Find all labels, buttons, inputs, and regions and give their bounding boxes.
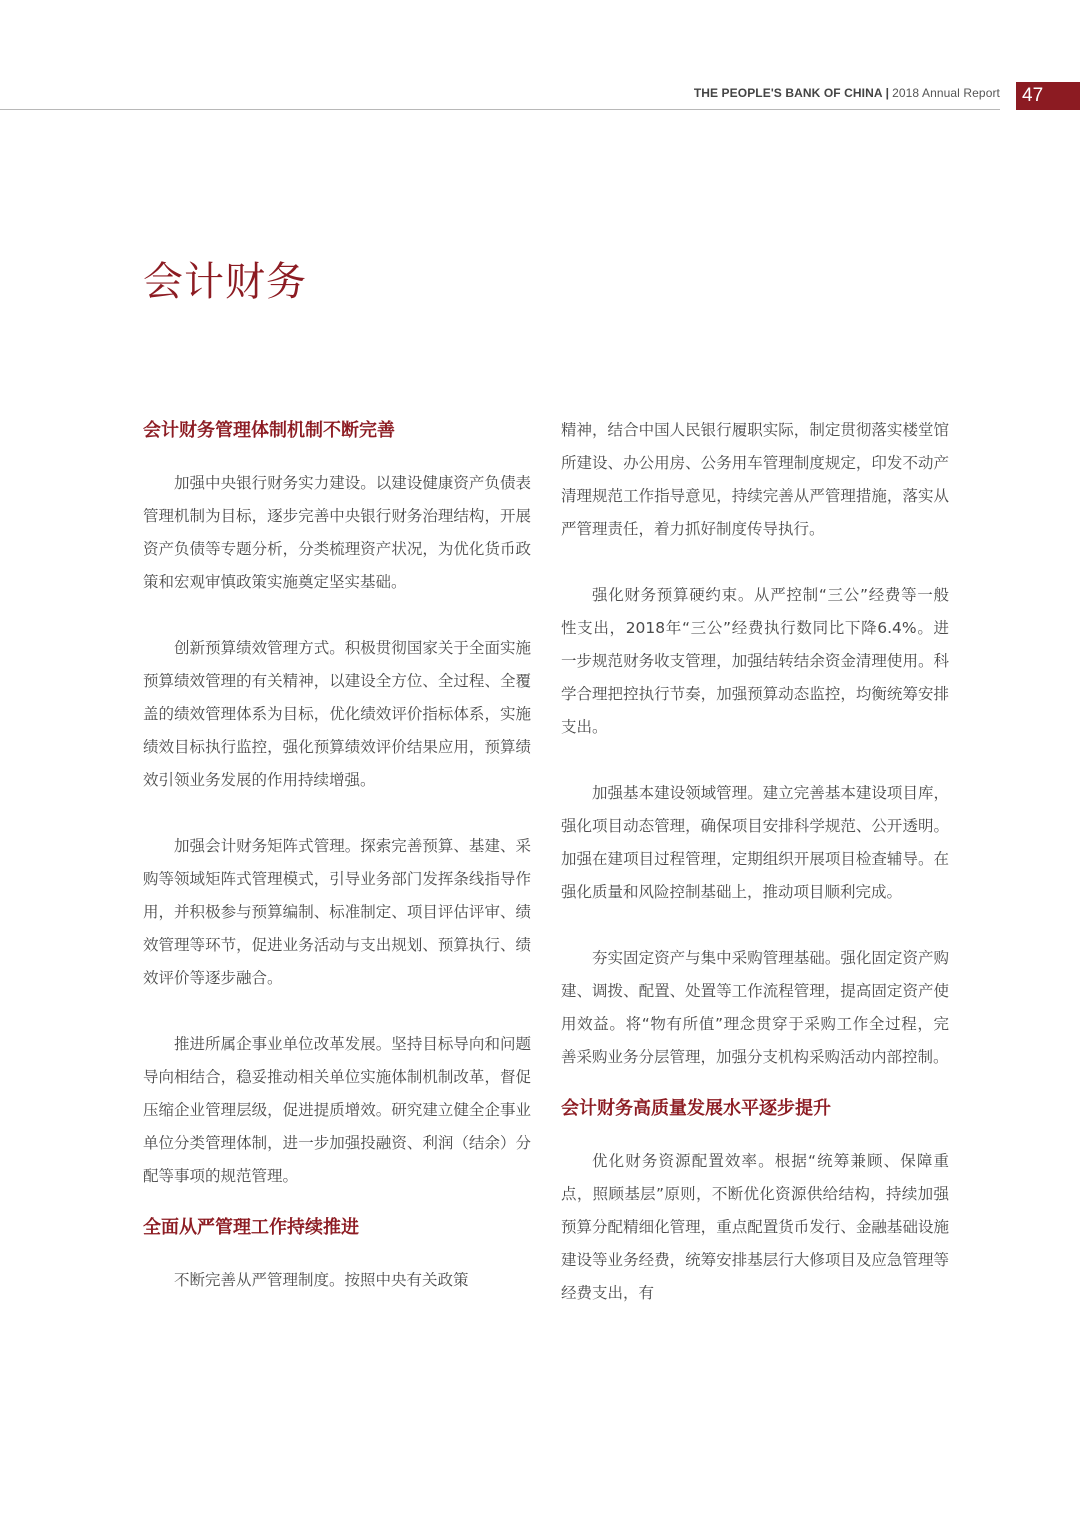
paragraph-infrastructure: 加强基本建设领域管理。建立完善基本建设项目库，强化项目动态管理，确保项目安排科学规范、公开透明。加强在建项目过程管理，定期组织开展项目检查辅导。在强化质量和风险控制基础上，推动项目顺利完成。 bbox=[561, 784, 949, 901]
page-title: 会计财务 bbox=[143, 259, 307, 305]
paragraph-enterprise-reform: 推进所属企事业单位改革发展。坚持目标导向和问题导向相结合，稳妥推动相关单位实施体制机制改革，督促压缩企业管理层级，促进提质增效。研究建立健全企事业单位分类管理体制，进一步加强投融资、利润（结余）分配等事项的规范管理。 bbox=[143, 1035, 531, 1185]
section-heading-management-system: 会计财务管理体制机制不断完善 bbox=[143, 420, 395, 441]
header-org-name: THE PEOPLE'S BANK OF CHINA bbox=[693, 86, 883, 100]
paragraph-strict-rules-start: 不断完善从严管理制度。按照中央有关政策 bbox=[174, 1271, 469, 1289]
paragraph-strict-rules-continued: 精神，结合中国人民银行履职实际，制定贯彻落实楼堂馆所建设、办公用房、公务用车管理制度规定，印发不动产清理规范工作指导意见，持续完善从严管理措施，落实从严管理责任，着力抓好制度传导执行。 bbox=[561, 421, 949, 538]
paragraph-budget-performance: 创新预算绩效管理方式。积极贯彻国家关于全面实施预算绩效管理的有关精神，以建设全方位、全过程、全覆盖的绩效管理体系为目标，优化绩效评价指标体系，实施绩效目标执行监控，强化预算绩效评价结果应用，预算绩效引领业务发展的作用持续增强。 bbox=[143, 639, 531, 789]
paragraph-fixed-assets: 夯实固定资产与集中采购管理基础。强化固定资产购建、调拨、配置、处置等工作流程管理，提高固定资产使用效益。将“物有所值”理念贯穿于采购工作全过程，完善采购业务分层管理，加强分支机构采购活动内部控制。 bbox=[561, 949, 949, 1066]
page-number: 47 bbox=[1016, 82, 1080, 110]
section-heading-strict-management: 全面从严管理工作持续推进 bbox=[143, 1217, 359, 1238]
paragraph-financial-strength: 加强中央银行财务实力建设。以建设健康资产负债表管理机制为目标，逐步完善中央银行财务治理结构，开展资产负债等专题分析，分类梳理资产状况，为优化货币政策和宏观审慎政策实施奠定坚实基础。 bbox=[143, 474, 531, 591]
running-header bbox=[694, 86, 1000, 100]
header-report-name: 2018 Annual Report bbox=[892, 86, 1000, 100]
header-rule bbox=[0, 109, 1000, 110]
paragraph-matrix-management: 加强会计财务矩阵式管理。探索完善预算、基建、采购等领域矩阵式管理模式，引导业务部门发挥条线指导作用，并积极参与预算编制、标准制定、项目评估评审、绩效管理等环节，促进业务活动与支出规划、预算执行、绩效评价等逐步融合。 bbox=[143, 837, 531, 987]
section-heading-quality-development: 会计财务高质量发展水平逐步提升 bbox=[561, 1098, 831, 1119]
paragraph-resource-allocation: 优化财务资源配置效率。根据“统筹兼顾、保障重点，照顾基层”原则，不断优化资源供给结构，持续加强预算分配精细化管理，重点配置货币发行、金融基础设施建设等业务经费，统筹安排基层行大修项目及应急管理等经费支出，有 bbox=[561, 1152, 949, 1302]
right-column bbox=[561, 414, 949, 1310]
header-separator: | bbox=[885, 86, 890, 100]
left-column bbox=[143, 414, 531, 1297]
paragraph-budget-constraint: 强化财务预算硬约束。从严控制“三公”经费等一般性支出，2018年“三公”经费执行数同比下降6.4%。进一步规范财务收支管理，加强结转结余资金清理使用。科学合理把控执行节奏，加强预算动态监控，均衡统筹安排支出。 bbox=[561, 586, 949, 736]
